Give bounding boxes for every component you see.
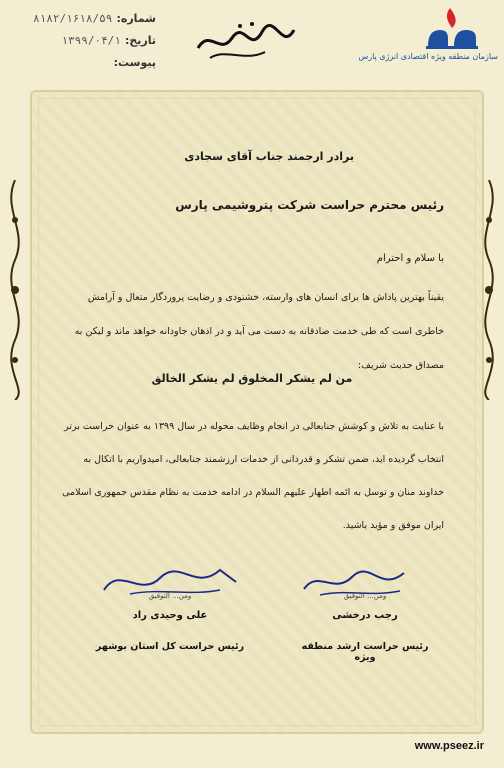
number-label: شماره: (116, 12, 156, 25)
left-sig-title: رئیس حراست کل استان بوشهر (95, 641, 245, 652)
paragraph-1: یقیناً بهترین پاداش ها برای انسان های وارسته، خشنودی و رضایت پروردگار متعال و آرامش خاطری است که طی خدمت صادقانه به دست می آید و در اذهان جاودانه خواهد ماند و لیکن به مصداق حدیث شریف: (74, 292, 444, 371)
pseez-logo-icon (420, 6, 484, 52)
right-sig-prefix: ومن... التوفیق (343, 592, 387, 600)
right-sig-name: رجب درخشی (332, 610, 398, 621)
paragraph-2: با عنایت به تلاش و کوشش جنابعالی در انجام وظایف محوله در سال ۱۳۹۹ به عنوان حراست برتر انتخاب گردیده اید، ضمن تشکر و قدردانی از خدمات ارزشمند جنابعالی، امیدواریم با اتکال به خداوند منان و توسل به ائمه اطهار علیهم السلام در ادامه خدمت به نظام مقدس جمهوری اسلامی ایران موفق و مؤید باشید. (62, 421, 444, 531)
website-link[interactable]: www.pseez.ir (414, 740, 484, 752)
right-ornament-icon (476, 180, 502, 400)
left-sig-prefix: ومن... التوفیق (148, 592, 192, 600)
right-signature-block (290, 592, 440, 663)
letter-meta (6, 8, 156, 74)
logo-caption: سازمان منطقه ویژه اقتصادی انرژی پارس (358, 52, 498, 61)
date-value: ۱۳۹۹/۰۴/۱ (61, 34, 121, 47)
hadith-quote: من لم یشکر المخلوق لم یشکر الخالق (151, 372, 353, 385)
left-sig-name: علی وحیدی راد (132, 610, 208, 621)
attachment-row (6, 52, 156, 74)
attachment-label: پیوست: (113, 56, 156, 69)
number-value: ۸۱۸۲/۱۶۱۸/۵۹ (32, 12, 113, 25)
greeting: با سلام و احترام (376, 253, 444, 264)
date-label: تاریخ: (124, 34, 156, 47)
date-row (6, 30, 156, 52)
right-sig-title: رئیس حراست ارشد منطقه ویژه (301, 641, 429, 663)
number-row (6, 8, 156, 30)
bismillah-calligraphy (190, 18, 300, 66)
left-ornament-icon (2, 180, 28, 400)
recipient-line-1: برادر ارجمند جناب آقای سجادی (184, 150, 354, 163)
recipient-line-2: رئیس محترم حراست شرکت پتروشیمی پارس (175, 198, 444, 212)
left-signature-block (80, 592, 260, 652)
